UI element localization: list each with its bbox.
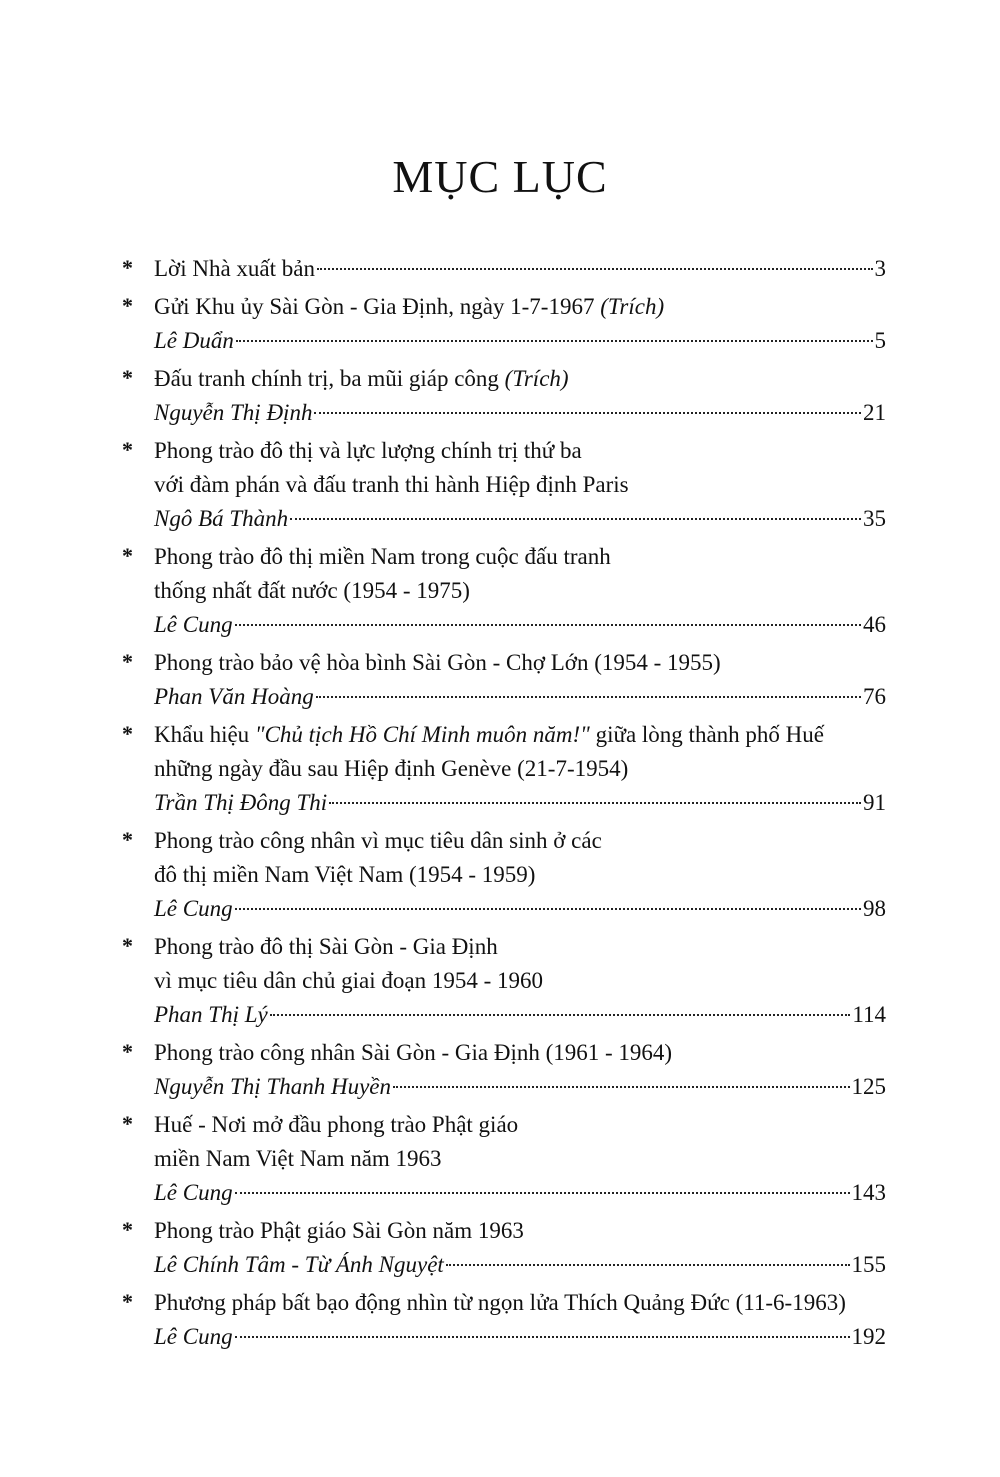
- dot-leader: [316, 696, 861, 698]
- page-number: 98: [863, 896, 886, 921]
- entry-title-text: Khẩu hiệu: [154, 722, 255, 747]
- page-title: MỤC LỤC: [392, 151, 608, 202]
- toc-entry[interactable]: [114, 1286, 886, 1354]
- entry-author: Trần Thị Đông Thi: [154, 790, 328, 815]
- entry-title-line: [154, 540, 886, 574]
- dot-leader: [317, 268, 873, 270]
- entry-title-emphasis: (Trích): [504, 366, 569, 391]
- entry-author: Ngô Bá Thành: [154, 506, 289, 531]
- entry-page-row: [154, 680, 886, 714]
- entry-title-line: [154, 964, 886, 998]
- entry-page-row: [154, 502, 886, 536]
- entry-title-text: những ngày đầu sau Hiệp định Genève (21-7-1954): [154, 756, 629, 781]
- entry-title-line: [154, 290, 886, 324]
- bullet-asterisk-icon: *: [122, 721, 133, 746]
- toc-entry[interactable]: [114, 290, 886, 358]
- page-number: 3: [874, 256, 886, 281]
- entry-title-line: [154, 1036, 886, 1070]
- page-number: 5: [874, 328, 886, 353]
- toc-entry[interactable]: [114, 824, 886, 926]
- entry-title-text: Phong trào Phật giáo Sài Gòn năm 1963: [154, 1218, 524, 1243]
- entry-title-line: [154, 1214, 886, 1248]
- toc-entry[interactable]: [114, 646, 886, 714]
- dot-leader: [290, 518, 861, 520]
- entry-title-text: Phương pháp bất bạo động nhìn từ ngọn lửa Thích Quảng Đức (11-6-1963): [154, 1290, 846, 1315]
- entry-title-text: Phong trào công nhân Sài Gòn - Gia Định (1961 - 1964): [154, 1040, 673, 1065]
- toc-entry[interactable]: [114, 434, 886, 536]
- dot-leader: [236, 340, 873, 342]
- entry-title-text: Phong trào đô thị miền Nam trong cuộc đấu tranh: [154, 544, 611, 569]
- entry-title-text: vì mục tiêu dân chủ giai đoạn 1954 - 1960: [154, 968, 544, 993]
- entry-title-line: [154, 646, 886, 680]
- table-of-contents: [114, 252, 886, 1358]
- entry-page-row: [154, 1320, 886, 1354]
- entry-title-line: [154, 1286, 886, 1320]
- entry-author: Nguyễn Thị Định: [154, 400, 313, 425]
- dot-leader: [393, 1086, 849, 1088]
- bullet-asterisk-icon: *: [122, 543, 133, 568]
- page-number: 114: [852, 1002, 886, 1027]
- entry-title-text: Gửi Khu ủy Sài Gòn - Gia Định, ngày 1-7-1967: [154, 294, 601, 319]
- entry-title-line: [154, 752, 886, 786]
- bullet-asterisk-icon: *: [122, 933, 133, 958]
- entry-title-text: Lời Nhà xuất bản: [154, 256, 315, 281]
- entry-title-line: [154, 718, 886, 752]
- entry-page-row: [154, 1248, 886, 1282]
- entry-title-line: [154, 1142, 886, 1176]
- entry-title-line: [154, 468, 886, 502]
- toc-entry[interactable]: [114, 718, 886, 820]
- entry-title-emphasis: "Chủ tịch Hồ Chí Minh muôn năm!": [254, 722, 590, 747]
- entry-page-row: [154, 396, 886, 430]
- bullet-asterisk-icon: *: [122, 1111, 133, 1136]
- entry-page-row: [154, 324, 886, 358]
- entry-title-line: [154, 824, 886, 858]
- entry-title-text: Phong trào công nhân vì mục tiêu dân sinh ở các: [154, 828, 602, 853]
- dot-leader: [329, 802, 861, 804]
- page-number: 143: [851, 1180, 886, 1205]
- page-number: 21: [863, 400, 886, 425]
- toc-entry[interactable]: [114, 1108, 886, 1210]
- entry-title-line: [154, 362, 886, 396]
- entry-title-text: Phong trào bảo vệ hòa bình Sài Gòn - Chợ Lớn (1954 - 1955): [154, 650, 721, 675]
- entry-author: Lê Cung: [154, 1324, 233, 1349]
- entry-page-row: [154, 998, 886, 1032]
- bullet-asterisk-icon: *: [122, 1039, 133, 1064]
- bullet-asterisk-icon: *: [122, 1289, 133, 1314]
- bullet-asterisk-icon: *: [122, 1217, 133, 1242]
- entry-page-row: [154, 608, 886, 642]
- toc-entry[interactable]: [114, 362, 886, 430]
- page-number: 125: [851, 1074, 886, 1099]
- entry-page-row: [154, 786, 886, 820]
- entry-author: Lê Duẩn: [154, 328, 234, 353]
- entry-title-text: đô thị miền Nam Việt Nam (1954 - 1959): [154, 862, 536, 887]
- entry-title-text-after: giữa lòng thành phố Huế: [589, 722, 824, 747]
- entry-title-emphasis: (Trích): [600, 294, 665, 319]
- dot-leader: [235, 624, 861, 626]
- entry-page-row: [154, 252, 886, 286]
- toc-entry[interactable]: [114, 252, 886, 286]
- toc-entry[interactable]: [114, 540, 886, 642]
- page-number: 155: [851, 1252, 886, 1277]
- entry-title-text: Phong trào đô thị Sài Gòn - Gia Định: [154, 934, 498, 959]
- page-number: 192: [851, 1324, 886, 1349]
- dot-leader: [235, 908, 861, 910]
- entry-page-row: [154, 1070, 886, 1104]
- entry-author: Phan Thị Lý: [154, 1002, 268, 1027]
- page-number: 76: [863, 684, 886, 709]
- entry-title-text: thống nhất đất nước (1954 - 1975): [154, 578, 470, 603]
- entry-page-row: [154, 892, 886, 926]
- dot-leader: [314, 412, 861, 414]
- page-number: 91: [863, 790, 886, 815]
- page-number: 35: [863, 506, 886, 531]
- entry-title-text: với đàm phán và đấu tranh thi hành Hiệp định Paris: [154, 472, 629, 497]
- entry-title-line: [154, 434, 886, 468]
- entry-title-line: [154, 574, 886, 608]
- toc-entry[interactable]: [114, 930, 886, 1032]
- bullet-asterisk-icon: *: [122, 827, 133, 852]
- entry-title-text: Phong trào đô thị và lực lượng chính trị thứ ba: [154, 438, 582, 463]
- entry-author: Phan Văn Hoàng: [154, 684, 314, 709]
- entry-title-text: Huế - Nơi mở đầu phong trào Phật giáo: [154, 1112, 519, 1137]
- entry-title-line: [154, 930, 886, 964]
- page-number: 46: [863, 612, 886, 637]
- toc-entry[interactable]: [114, 1214, 886, 1282]
- bullet-asterisk-icon: *: [122, 437, 133, 462]
- bullet-asterisk-icon: *: [122, 293, 133, 318]
- bullet-asterisk-icon: *: [122, 255, 133, 280]
- toc-entry[interactable]: [114, 1036, 886, 1104]
- dot-leader: [446, 1264, 850, 1266]
- entry-title-line: [154, 1108, 886, 1142]
- entry-title-text: Đấu tranh chính trị, ba mũi giáp công: [154, 366, 505, 391]
- entry-author: Lê Cung: [154, 612, 233, 637]
- dot-leader: [235, 1336, 850, 1338]
- entry-title-line: [154, 858, 886, 892]
- entry-author: Nguyễn Thị Thanh Huyền: [154, 1074, 392, 1099]
- entry-page-row: [154, 1176, 886, 1210]
- bullet-asterisk-icon: *: [122, 365, 133, 390]
- entry-author: Lê Cung: [154, 896, 233, 921]
- bullet-asterisk-icon: *: [122, 649, 133, 674]
- dot-leader: [235, 1192, 850, 1194]
- entry-title-text: miền Nam Việt Nam năm 1963: [154, 1146, 442, 1171]
- entry-author: Lê Chính Tâm - Từ Ánh Nguyệt: [154, 1252, 444, 1277]
- dot-leader: [270, 1014, 851, 1016]
- entry-author: Lê Cung: [154, 1180, 233, 1205]
